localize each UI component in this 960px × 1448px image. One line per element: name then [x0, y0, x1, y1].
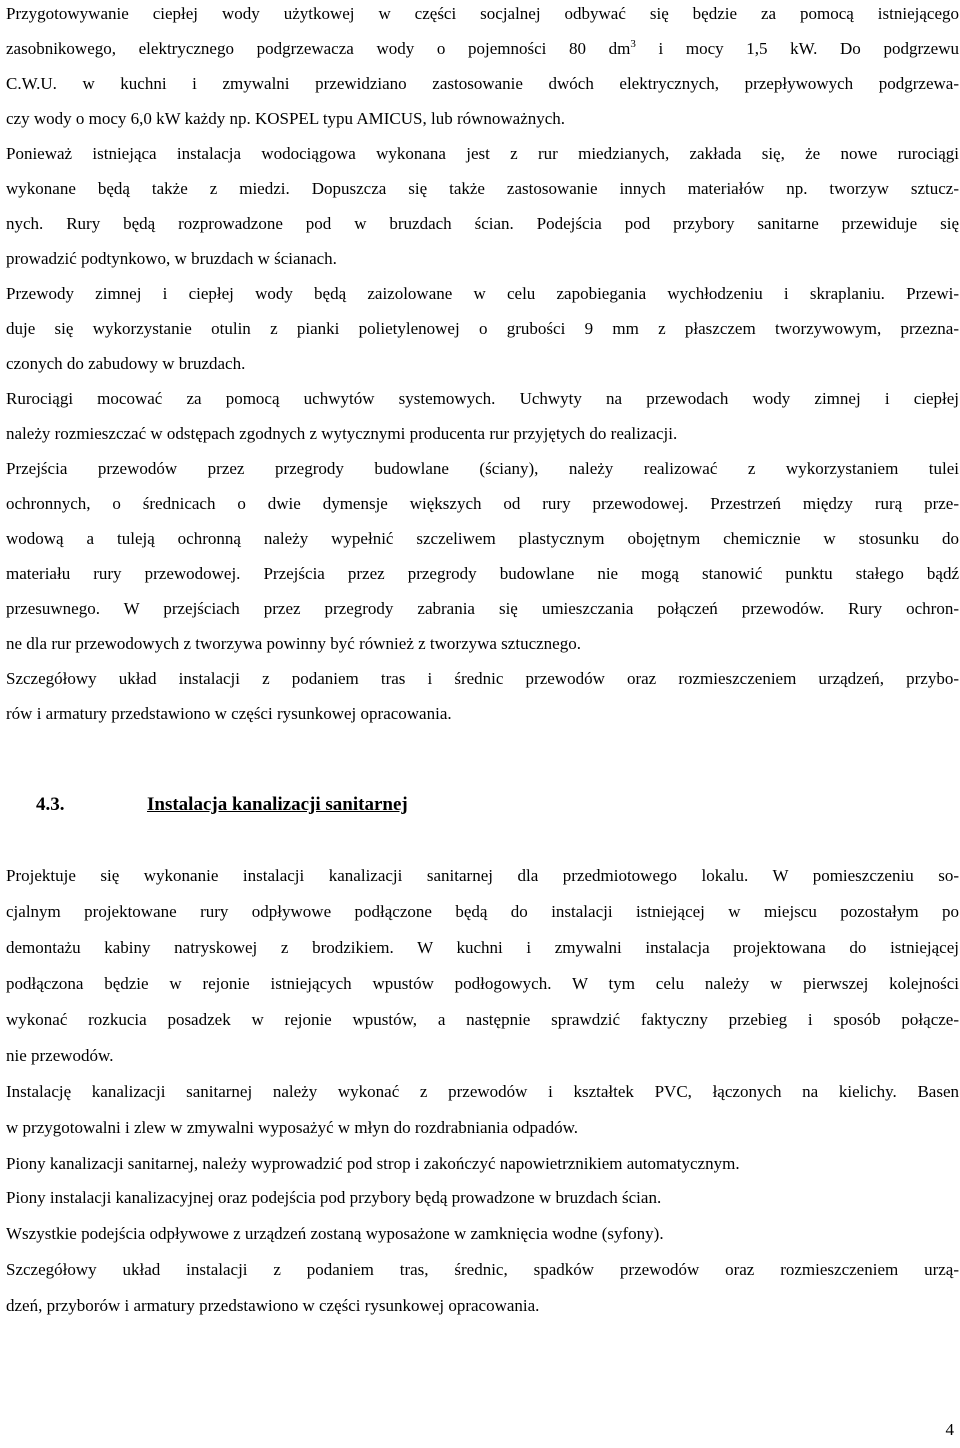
paragraph-line: podłączona będzie w rejonie istniejących wpustów podłogowych. W tym celu należy w pierwszej kolejności: [6, 974, 959, 993]
paragraph-line: ne dla rur przewodowych z tworzywa powinny być również z tworzywa sztucznego.: [6, 634, 581, 653]
paragraph-line: materiału rury przewodowej. Przejścia przez przegrody budowlane nie mogą stanowić punktu stałego bądź: [6, 564, 959, 583]
paragraph-line: Wszystkie podejścia odpływowe z urządzeń zostaną wyposażone w zamknięcia wodne (syfony).: [6, 1224, 664, 1243]
section-number: 4.3.: [36, 794, 65, 815]
page-number: 4: [945, 1420, 954, 1439]
paragraph-line: duje się wykorzystanie otulin z pianki polietylenowej o grubości 9 mm z płaszczem tworzywowym, przezna-: [6, 319, 959, 338]
paragraph-line: rów i armatury przedstawiono w części rysunkowej opracowania.: [6, 704, 452, 723]
paragraph-line: wykonane będą także z miedzi. Dopuszcza się także zastosowanie innych materiałów np. tworzyw sztucz-: [6, 179, 959, 198]
paragraph-line: Przygotowywanie ciepłej wody użytkowej w części socjalnej odbywać się będzie za pomocą istniejącego: [6, 4, 959, 23]
paragraph-line: demontażu kabiny natryskowej z brodzikiem. W kuchni i zmywalni instalacja projektowana do istniejącej: [6, 938, 959, 957]
paragraph-line: przesuwnego. W przejściach przez przegrody zabrania się umieszczania połączeń przewodów. Rury ochron-: [6, 599, 959, 618]
paragraph-line: w przygotowalni i zlew w zmywalni wyposażyć w młyn do rozdrabniania odpadów.: [6, 1118, 579, 1137]
paragraph-line: Rurociągi mocować za pomocą uchwytów systemowych. Uchwyty na przewodach wody zimnej i ciepłej: [6, 389, 959, 408]
paragraph-line: dzeń, przyborów i armatury przedstawiono w części rysunkowej opracowania.: [6, 1296, 540, 1315]
paragraph-line: nych. Rury będą rozprowadzone pod w bruzdach ścian. Podejścia pod przybory sanitarne przewiduje się: [6, 214, 959, 233]
text-span: i mocy 1,5 kW. Do podgrzewu: [635, 39, 959, 58]
paragraph-line: Przewody zimnej i ciepłej wody będą zaizolowane w celu zapobiegania wychłodzeniu i skraplaniu. Przewi-: [6, 284, 959, 303]
paragraph-line: Ponieważ istniejąca instalacja wodociągowa wykonana jest z rur miedzianych, zakłada się, że nowe rurociągi: [6, 144, 959, 163]
superscript: 3: [630, 38, 636, 50]
paragraph-line: wykonać rozkucia posadzek w rejonie wpustów, a następnie sprawdzić faktyczny przebieg i sposób połącze-: [6, 1010, 959, 1029]
text-span: zasobnikowego, elektrycznego podgrzewacza wody o pojemności 80 dm: [6, 39, 631, 58]
paragraph-line: czonych do zabudowy w bruzdach.: [6, 354, 246, 373]
paragraph-line: Piony instalacji kanalizacyjnej oraz podejścia pod przybory będą prowadzone w bruzdach ścian.: [6, 1188, 662, 1207]
paragraph-line: Projektuje się wykonanie instalacji kanalizacji sanitarnej dla przedmiotowego lokalu. W pomieszczeniu so-: [6, 866, 959, 885]
paragraph-line: Instalację kanalizacji sanitarnej należy wykonać z przewodów i kształtek PVC, łączonych na kielichy. Basen: [6, 1082, 959, 1101]
paragraph-line: [6, 39, 959, 61]
paragraph-line: należy rozmieszczać w odstępach zgodnych z wytycznymi producenta rur przyjętych do realizacji.: [6, 424, 678, 443]
paragraph-line: C.W.U. w kuchni i zmywalni przewidziano zastosowanie dwóch elektrycznych, przepływowych podgrzewa-: [6, 74, 959, 93]
paragraph-line: ochronnych, o średnicach o dwie dymensje większych od rury przewodowej. Przestrzeń między rurą prze-: [6, 494, 959, 513]
paragraph-line: Szczegółowy układ instalacji z podaniem tras, średnic, spadków przewodów oraz rozmieszczeniem urzą-: [6, 1260, 959, 1279]
paragraph-line: nie przewodów.: [6, 1046, 114, 1065]
paragraph-line: Szczegółowy układ instalacji z podaniem tras i średnic przewodów oraz rozmieszczeniem urządzeń, przybo-: [6, 669, 959, 688]
section-title: Instalacja kanalizacji sanitarnej: [147, 794, 408, 815]
paragraph-line: Przejścia przewodów przez przegrody budowlane (ściany), należy realizować z wykorzystaniem tulei: [6, 459, 959, 478]
paragraph-line: czy wody o mocy 6,0 kW każdy np. KOSPEL typu AMICUS, lub równoważnych.: [6, 109, 566, 128]
paragraph-line: wodową a tuleją ochronną należy wypełnić szczeliwem plastycznym obojętnym chemicznie w stosunku do: [6, 529, 959, 548]
paragraph-line: Piony kanalizacji sanitarnej, należy wyprowadzić pod strop i zakończyć napowietrznikiem automatycznym.: [6, 1154, 740, 1173]
paragraph-line: prowadzić podtynkowo, w bruzdach w ścianach.: [6, 249, 337, 268]
paragraph-line: cjalnym projektowane rury odpływowe podłączone będą do instalacji istniejącej w miejscu pozostałym po: [6, 902, 959, 921]
